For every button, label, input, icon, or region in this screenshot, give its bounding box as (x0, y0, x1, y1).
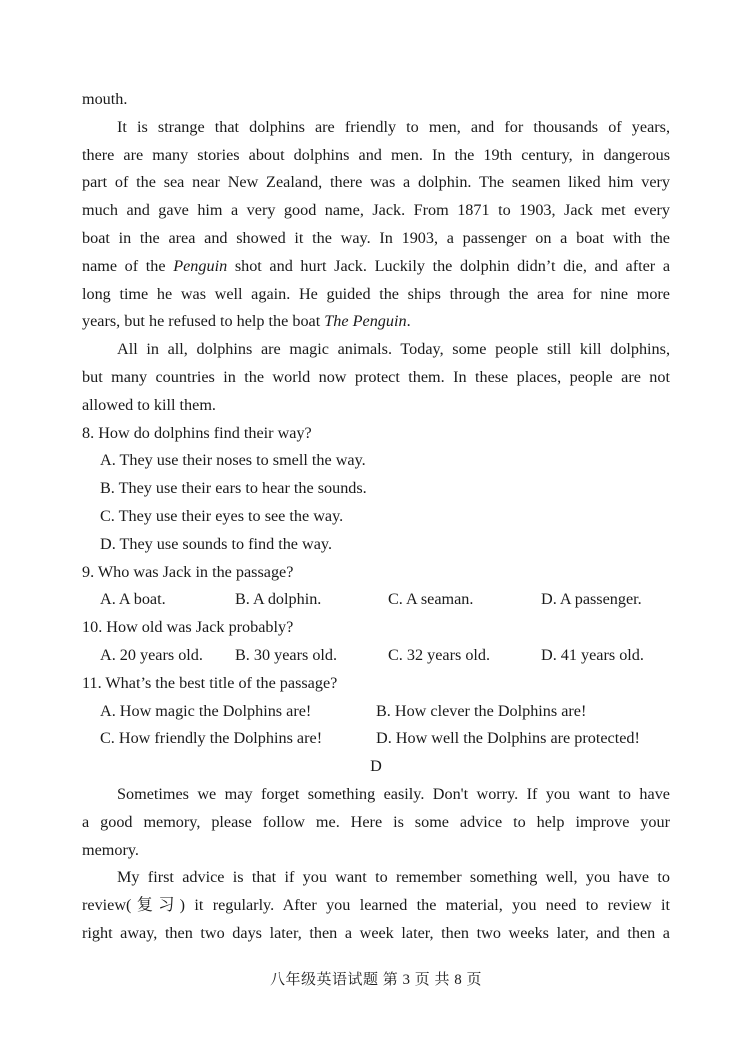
passage-line: It is strange that dolphins are friendly to men, and for thousands of years, (117, 117, 670, 136)
question-stem: 9. Who was Jack in the passage? (82, 562, 294, 581)
option-c[interactable]: C. 32 years old. (388, 645, 491, 664)
passage-line: memory. (82, 840, 139, 859)
passage-line (82, 253, 670, 281)
section-heading: D (370, 757, 382, 776)
passage-line (82, 308, 670, 336)
option-d[interactable]: D. How well the Dolphins are protected! (376, 729, 640, 748)
option-row (82, 725, 670, 753)
passage-text: shot and hurt Jack. (234, 256, 367, 275)
passage-line: My first advice is that if you want to remember something well, you have to (117, 868, 670, 887)
option-row (82, 642, 670, 670)
option-d[interactable]: D. They use sounds to find the way. (100, 534, 332, 553)
passage-line: part of the sea near New Zealand, there was a dolphin. The seamen liked him very (82, 173, 670, 192)
passage-line: right away, then two days later, then a week later, then two weeks later, and then a (82, 923, 670, 942)
option-b[interactable]: B. How clever the Dolphins are! (376, 701, 587, 720)
ship-name: Penguin (173, 256, 228, 275)
option-row (82, 586, 670, 614)
option-a[interactable]: A. How magic the Dolphins are! (100, 701, 312, 720)
option-d[interactable]: D. A passenger. (541, 590, 642, 609)
passage-line: All in all, dolphins are magic animals. Today, some people still kill dolphins, (117, 340, 670, 359)
option-a[interactable]: A. 20 years old. (100, 645, 203, 664)
option-b[interactable]: B. 30 years old. (235, 645, 338, 664)
ship-name: The Penguin (324, 312, 407, 331)
passage-line: much and gave him a very good name, Jack. From 1871 to 1903, Jack met every (82, 201, 670, 220)
page-footer: 八年级英语试题 第 3 页 共 8 页 (269, 972, 482, 988)
period: . (406, 312, 411, 331)
question-stem: 11. What’s the best title of the passage? (82, 673, 338, 692)
question-stem: 10. How old was Jack probably? (82, 618, 294, 637)
passage-text: years, but he refused to help the boat (82, 312, 321, 331)
option-row (82, 698, 670, 726)
passage-line: allowed to kill them. (82, 395, 216, 414)
option-b[interactable]: B. A dolphin. (235, 590, 322, 609)
passage-line: review(复习) it regularly. After you learned the material, you need to review it (82, 896, 670, 915)
option-a[interactable]: A. A boat. (100, 590, 166, 609)
option-d[interactable]: D. 41 years old. (541, 645, 644, 664)
passage-line: a good memory, please follow me. Here is some advice to help improve your (82, 812, 670, 831)
passage-line: boat in the area and showed it the way. In 1903, a passenger on a boat with the (82, 228, 670, 247)
exam-page (82, 86, 670, 948)
passage-line: there are many stories about dolphins and men. In the 19th century, in dangerous (82, 145, 670, 164)
passage-line: mouth. (82, 90, 128, 108)
passage-line: but many countries in the world now protect them. In these places, people are not (82, 367, 670, 386)
option-c[interactable]: C. They use their eyes to see the way. (100, 506, 344, 525)
option-c[interactable]: C. How friendly the Dolphins are! (100, 729, 323, 748)
option-b[interactable]: B. They use their ears to hear the sounds. (100, 479, 367, 498)
option-c[interactable]: C. A seaman. (388, 590, 474, 609)
question-stem: 8. How do dolphins find their way? (82, 423, 312, 442)
passage-text: Luckily the dolphin didn’t die, and after a (374, 256, 671, 275)
passage-text: name of the (82, 256, 166, 275)
option-a[interactable]: A. They use their noses to smell the way. (100, 451, 366, 470)
passage-line: Sometimes we may forget something easily. Don't worry. If you want to have (117, 784, 670, 803)
passage-line: long time he was well again. He guided the ships through the area for nine more (82, 284, 670, 303)
